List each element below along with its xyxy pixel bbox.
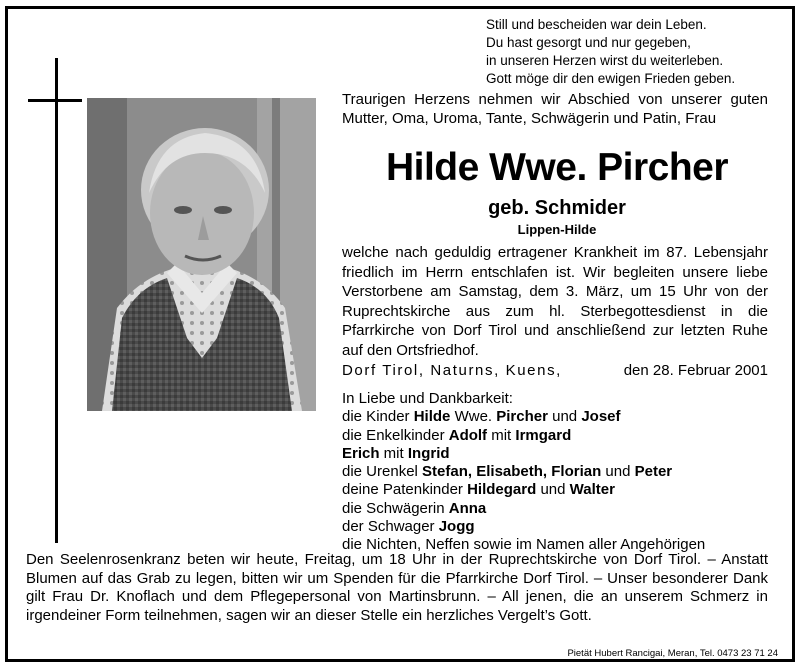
intro-text: Traurigen Herzens nehmen wir Abschied von unserer guten Mutter, Oma, Uroma, Tante, Schwägerin und Patin, Frau	[342, 91, 768, 127]
mourners-intro: In Liebe und Dankbarkeit:	[342, 390, 513, 407]
poem	[486, 16, 786, 88]
poem-line: Gott möge dir den ewigen Frieden geben.	[486, 71, 736, 86]
mourners-list	[342, 390, 782, 555]
place-date-line	[342, 361, 768, 380]
deceased-name: Hilde Wwe. Pircher	[385, 146, 729, 189]
nickname: Lippen-Hilde	[517, 222, 597, 237]
list-item: Erich mit Ingrid	[342, 444, 450, 462]
list-item: der Schwager Jogg	[342, 518, 475, 536]
birth-name: geb. Schmider	[488, 197, 626, 219]
funeral-home-credit: Pietät Hubert Rancigai, Meran, Tel. 0473 23 71 24	[567, 648, 778, 659]
list-item: die Enkelkinder Adolf mit Irmgard	[342, 426, 572, 444]
date: den 28. Februar 2001	[623, 362, 768, 379]
list-item: die Schwägerin Anna	[342, 499, 487, 517]
poem-line: Still und bescheiden war dein Leben.	[486, 17, 707, 32]
poem-line: Du hast gesorgt und nur gegeben,	[486, 35, 691, 50]
funeral-details: welche nach geduldig ertragener Krankheit im 87. Lebensjahr friedlich im Herrn entschlafen ist. Wir begleiten unsere liebe Verstorbene am Samstag, dem 3. März, um 15 Uhr von der Ruprechtskirche aus zum hl. Sterbegottesdienst in die Pfarrkirche von Dorf Tirol und anschließend zur letzten Ruhe auf den Ortsfriedhof.	[342, 244, 768, 359]
place: Dorf Tirol, Naturns, Kuens,	[342, 362, 562, 379]
list-item: die Kinder Hilde Wwe. Pircher und Josef	[342, 408, 621, 426]
list-item: die Urenkel Stefan, Elisabeth, Florian und Peter	[342, 463, 673, 481]
portrait-photo	[87, 98, 316, 411]
poem-line: in unseren Herzen wirst du weiterleben.	[486, 53, 724, 68]
list-item: die Nichten, Neffen sowie im Namen aller Angehörigen	[342, 536, 706, 554]
list-item: deine Patenkinder Hildegard und Walter	[342, 481, 615, 499]
closing-notes: Den Seelenrosenkranz beten wir heute, Freitag, um 18 Uhr in der Ruprechtskirche von Dorf Tirol. – Anstatt Blumen auf das Grab zu legen, bitten wir um Spenden für die Pfarrkirche Dorf Tirol. – Unser besonderer Dank gilt Frau Dr. Knoflach und dem Pflegepersonal von Martinsbrunn. – All jenen, die an unserem Schmerz in irgendeiner Form teilnehmen, sagen wir an dieser Stelle ein herzliches Vergelt’s Gott.	[26, 551, 768, 624]
